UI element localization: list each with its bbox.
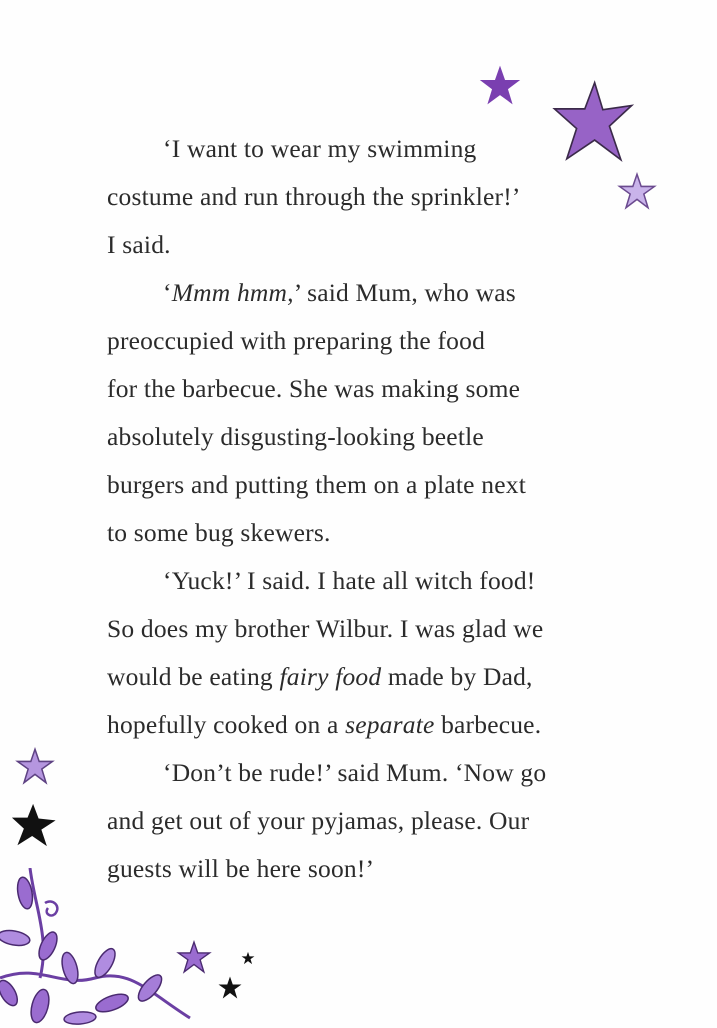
text-run: So does my brother Wilbur. I was glad we bbox=[107, 614, 544, 643]
text-run: hopefully cooked on a bbox=[107, 710, 346, 739]
text-line bbox=[107, 461, 627, 509]
text-run: ‘ bbox=[163, 278, 172, 307]
text-line bbox=[107, 269, 627, 317]
star-icon bbox=[241, 951, 255, 965]
text-run: ’ said Mum, who was bbox=[293, 278, 516, 307]
text-run: preoccupied with preparing the food bbox=[107, 326, 486, 355]
star-icon bbox=[217, 975, 243, 1000]
text-run: costume and run through the sprinkler!’ bbox=[107, 182, 521, 211]
text-run: would be eating bbox=[107, 662, 280, 691]
text-line bbox=[107, 605, 627, 653]
text-line bbox=[107, 221, 627, 269]
text-line bbox=[107, 365, 627, 413]
text-run: made by Dad, bbox=[381, 662, 533, 691]
italic-text: separate bbox=[345, 710, 435, 739]
text-run: guests will be here soon!’ bbox=[107, 854, 375, 883]
text-line bbox=[107, 413, 627, 461]
text-line bbox=[107, 845, 627, 893]
text-line bbox=[107, 557, 627, 605]
text-line bbox=[107, 173, 627, 221]
text-run: ‘I want to wear my swimming bbox=[163, 134, 477, 163]
star-icon bbox=[10, 802, 58, 848]
text-run: ‘Don’t be rude!’ said Mum. ‘Now go bbox=[163, 758, 547, 787]
text-run: ‘Yuck!’ I said. I hate all witch food! bbox=[163, 566, 536, 595]
story-text bbox=[107, 125, 627, 893]
star-icon bbox=[176, 940, 212, 974]
text-run: barbecue. bbox=[434, 710, 542, 739]
text-line bbox=[107, 653, 627, 701]
text-line bbox=[107, 701, 627, 749]
text-run: for the barbecue. She was making some bbox=[107, 374, 521, 403]
text-run: absolutely disgusting-looking beetle bbox=[107, 422, 484, 451]
text-line bbox=[107, 125, 627, 173]
text-line bbox=[107, 749, 627, 797]
text-run: and get out of your pyjamas, please. Our bbox=[107, 806, 530, 835]
text-run: burgers and putting them on a plate next bbox=[107, 470, 526, 499]
star-icon bbox=[478, 64, 522, 106]
italic-text: Mmm hmm, bbox=[171, 278, 294, 307]
text-run: to some bug skewers. bbox=[107, 518, 331, 547]
text-line bbox=[107, 317, 627, 365]
text-line bbox=[107, 797, 627, 845]
italic-text: fairy food bbox=[279, 662, 382, 691]
text-run: I said. bbox=[107, 230, 171, 259]
star-icon bbox=[15, 747, 55, 785]
text-line bbox=[107, 509, 627, 557]
